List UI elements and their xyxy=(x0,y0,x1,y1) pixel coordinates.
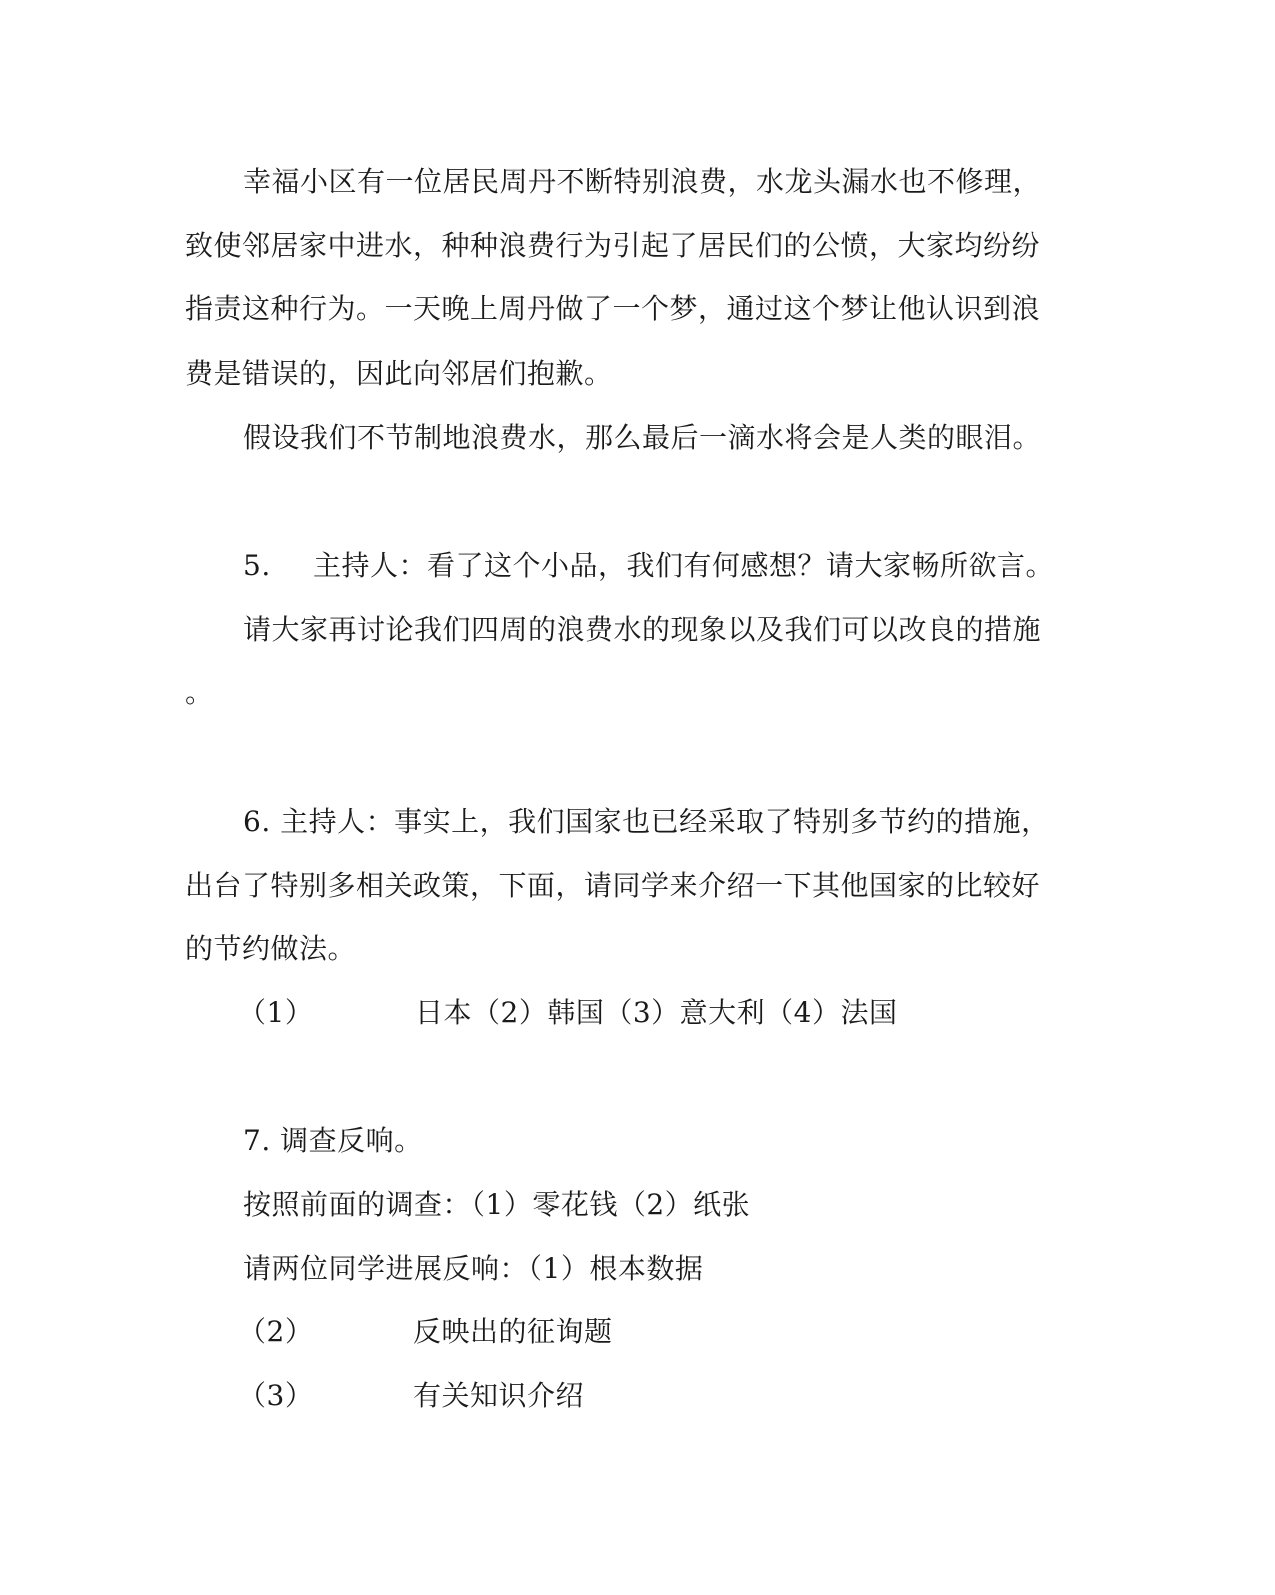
item6-list-number: （1） xyxy=(238,996,314,1029)
para1-line-2: 致使邻居家中进水，种种浪费行为引起了居民们的公愤，大家均纷纷 xyxy=(185,229,1041,262)
item7-heading: 7. 调查反响。 xyxy=(243,1124,423,1157)
item6-line-1: 6. 主持人：事实上，我们国家也已经采取了特别多节约的措施， xyxy=(243,805,1050,838)
item7-line-2: 请两位同学进展反响：（1）根本数据 xyxy=(243,1252,704,1285)
item7-sub2-number: （2） xyxy=(238,1315,314,1348)
para2-line: 假设我们不节制地浪费水，那么最后一滴水将会是人类的眼泪。 xyxy=(243,421,1042,454)
para1-line-1: 幸福小区有一位居民周丹不断特别浪费，水龙头漏水也不修理， xyxy=(243,165,1042,198)
item5-number: 5. xyxy=(243,549,271,582)
item7-sub2-text: 反映出的征询题 xyxy=(413,1315,613,1348)
item6-list-text: 日本（2）韩国（3）意大利（4）法国 xyxy=(415,996,898,1029)
item7-line-1: 按照前面的调查：（1）零花钱（2）纸张 xyxy=(243,1188,751,1221)
item5-line-2: 请大家再讨论我们四周的浪费水的现象以及我们可以改良的措施 xyxy=(243,613,1042,646)
item7-sub3-number: （3） xyxy=(238,1379,314,1412)
item6-line-3: 的节约做法。 xyxy=(185,932,357,965)
item6-line-2: 出台了特别多相关政策，下面，请同学来介绍一下其他国家的比较好 xyxy=(185,869,1041,902)
item7-sub3-text: 有关知识介绍 xyxy=(413,1379,585,1412)
item5-line-3: 。 xyxy=(185,676,214,709)
para1-line-3: 指责这种行为。一天晚上周丹做了一个梦，通过这个梦让他认识到浪 xyxy=(185,292,1041,325)
item5-text: 主持人：看了这个小品，我们有何感想？请大家畅所欲言。 xyxy=(313,549,1055,582)
para1-line-4: 费是错误的，因此向邻居们抱歉。 xyxy=(185,357,613,390)
